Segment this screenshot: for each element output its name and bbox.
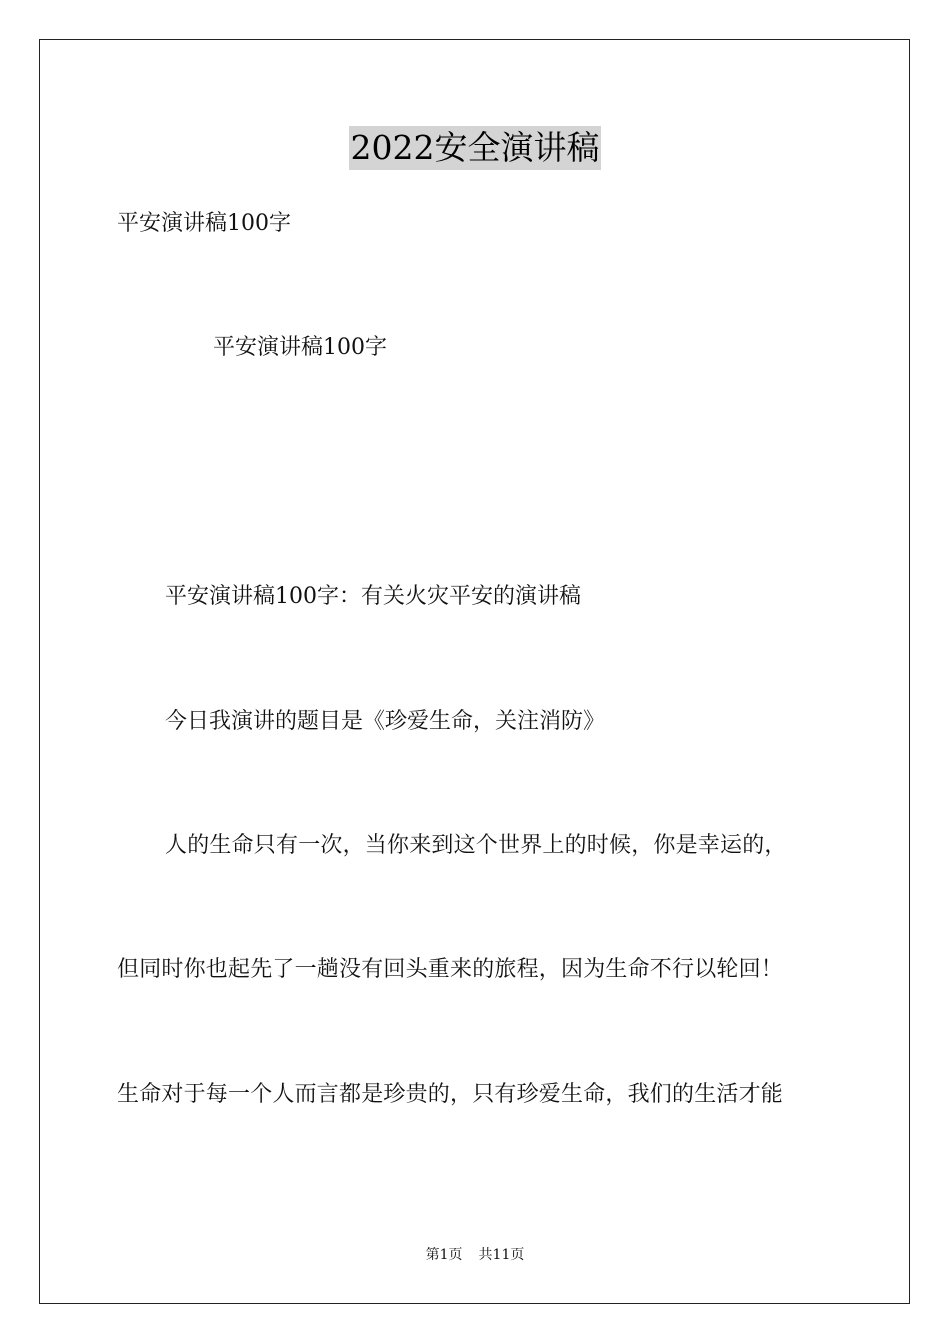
- paragraph-2: 平安演讲稿100字: [213, 335, 387, 360]
- paragraph-7: 生命对于每一个人而言都是珍贵的，只有珍爱生命，我们的生活才能: [117, 1082, 784, 1107]
- page-number: 第1页: [425, 1247, 463, 1263]
- page-footer: [0, 1245, 950, 1265]
- paragraph-1: 平安演讲稿100字: [117, 211, 291, 236]
- paragraph-6: 但同时你也起先了一趟没有回头重来的旅程，因为生命不行以轮回！: [117, 957, 784, 982]
- document-title: 2022安全演讲稿: [349, 126, 602, 170]
- paragraph-3: 平安演讲稿100字：有关火灾平安的演讲稿: [165, 584, 581, 609]
- title-container: [0, 126, 950, 170]
- paragraph-5: 人的生命只有一次，当你来到这个世界上的时候，你是幸运的，: [165, 833, 787, 858]
- paragraph-4: 今日我演讲的题目是《珍爱生命，关注消防》: [165, 709, 606, 734]
- total-pages: 共11页: [478, 1247, 525, 1263]
